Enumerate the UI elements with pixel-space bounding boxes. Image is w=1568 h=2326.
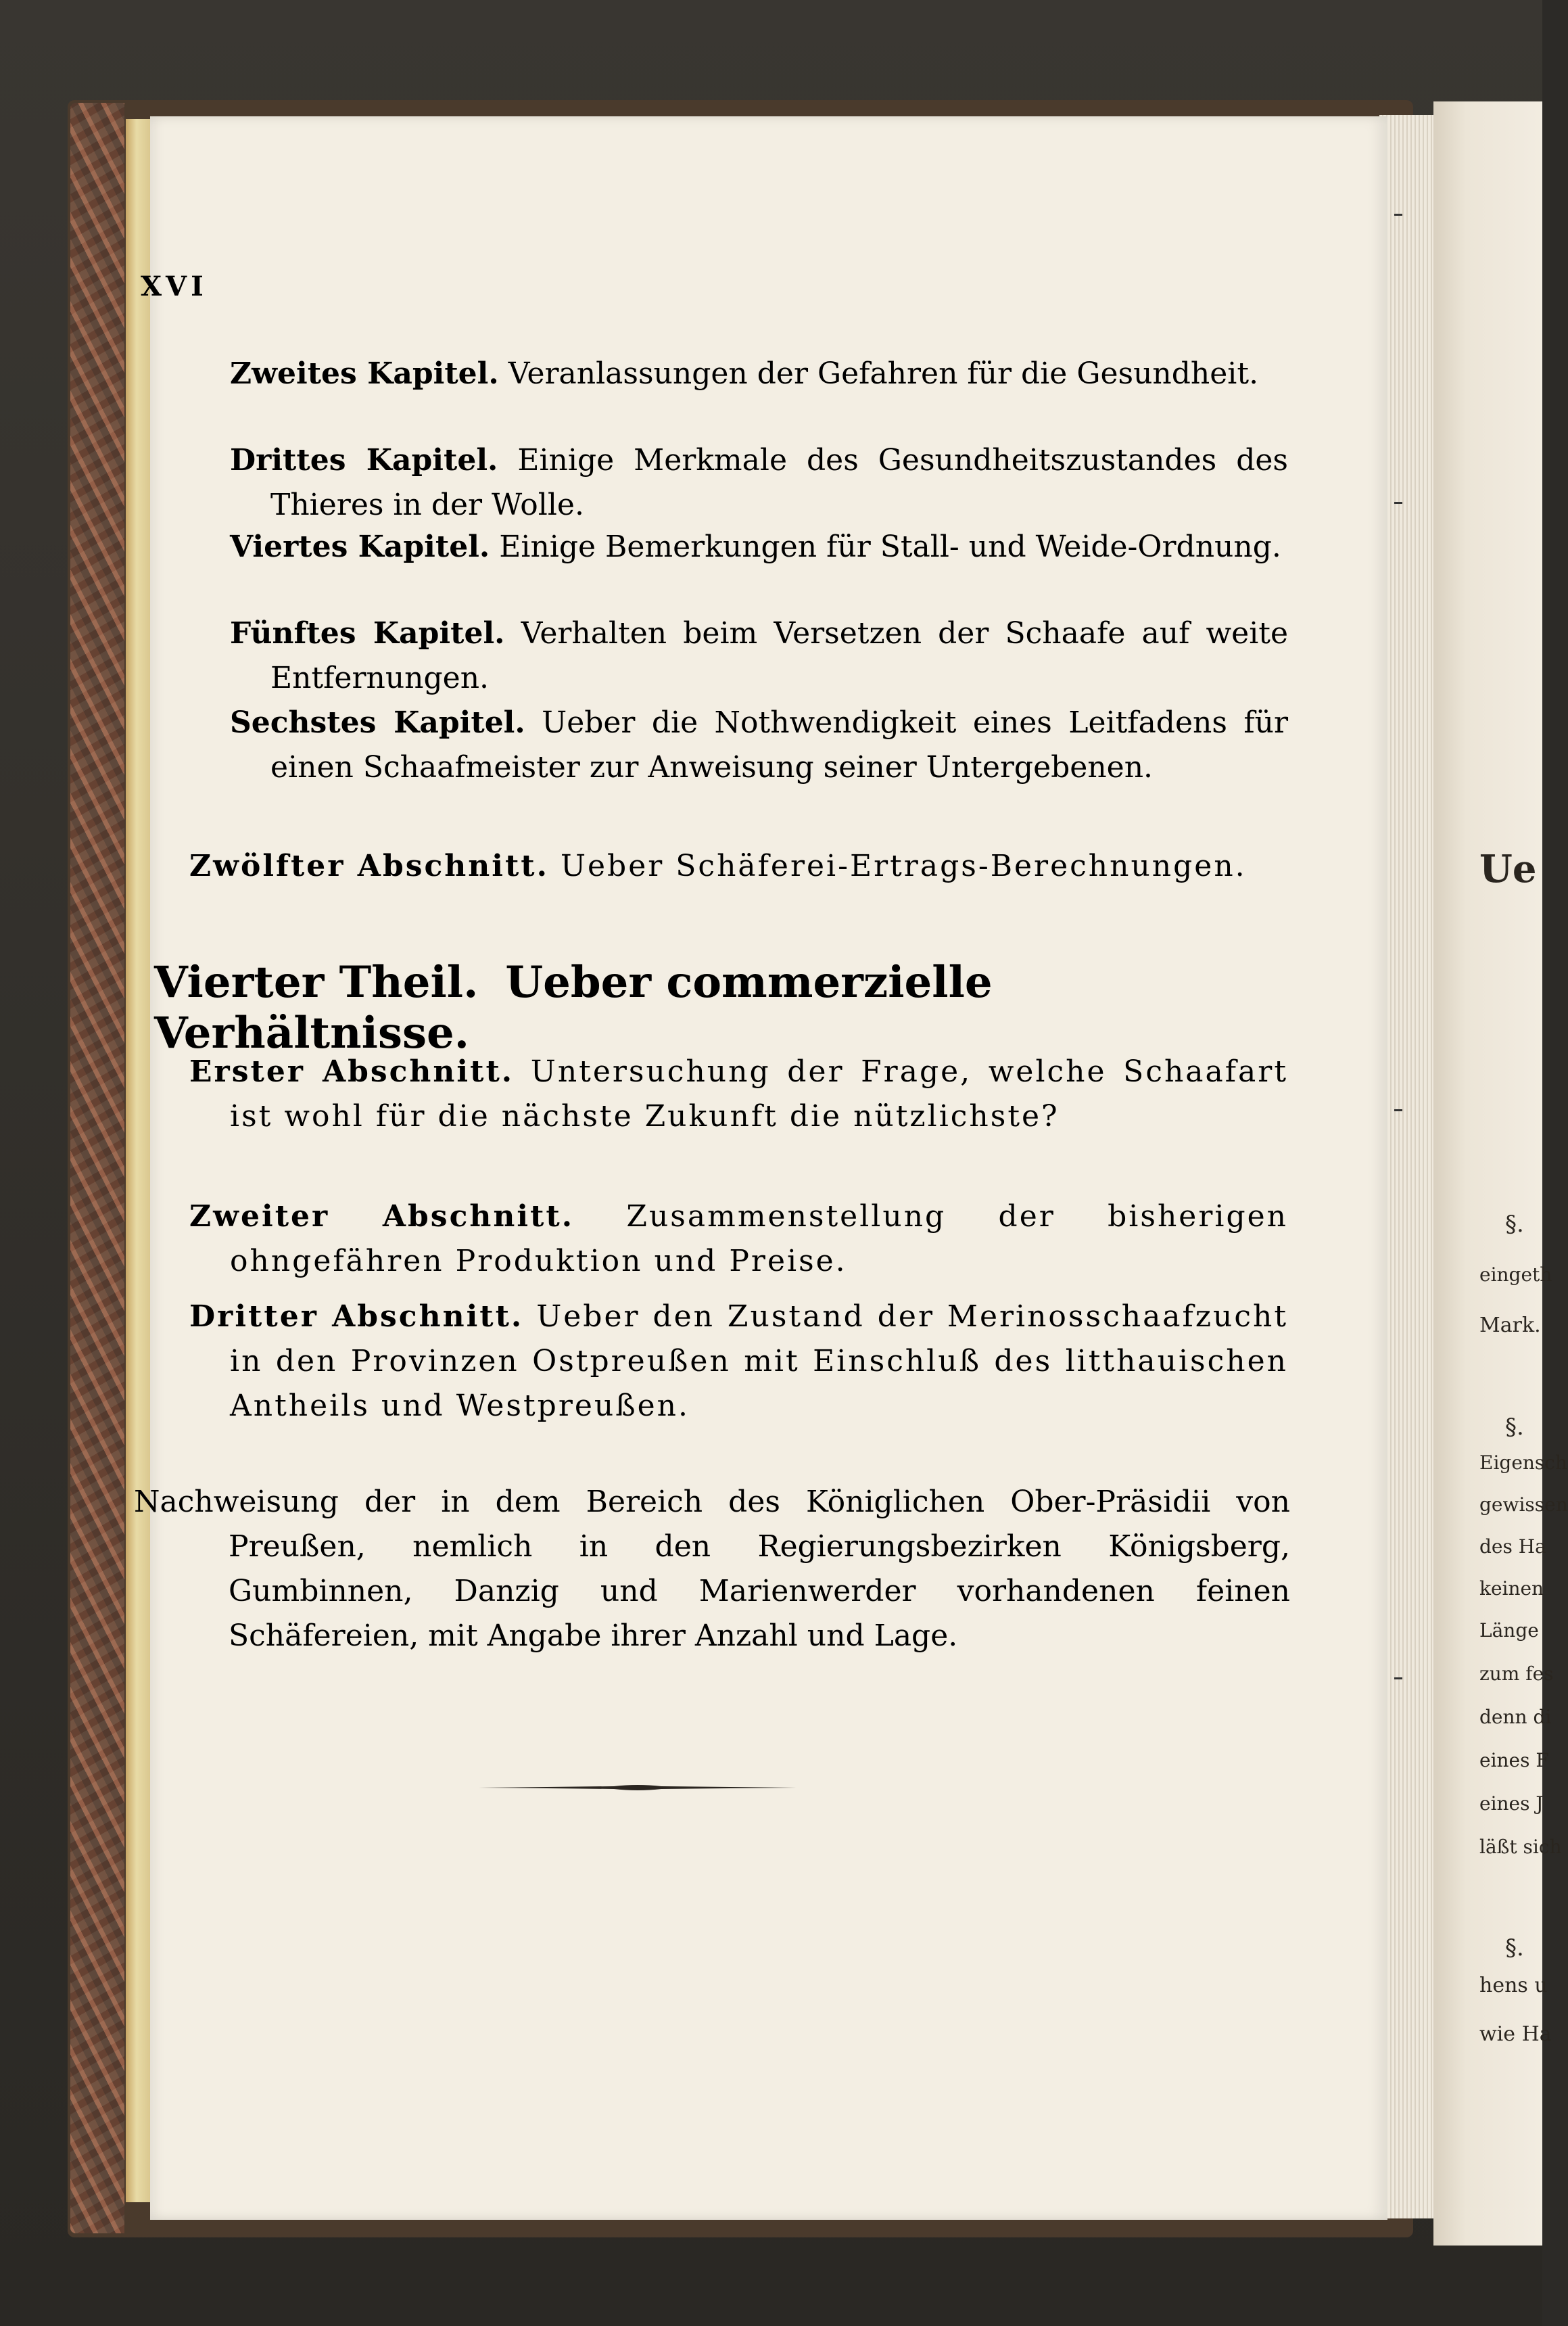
facing-page-fragment: §.	[1505, 1414, 1524, 1441]
entry-label: Zweites Kapitel.	[230, 356, 499, 391]
part-label: Vierter Theil.	[154, 957, 479, 1008]
marbled-board	[70, 103, 124, 2233]
entry-label: Erster Abschnitt.	[189, 1054, 515, 1089]
entry-text: Ueber den Zustand der Merinosschaafzucht in den Provinzen Ostpreußen mit Einschluß des litthauischen Antheils und Westpreußen.	[230, 1299, 1288, 1423]
entry-label: Sechstes Kapitel.	[230, 705, 525, 740]
toc-entry	[230, 352, 1288, 396]
toc-entry-abschnitt	[189, 1295, 1288, 1428]
entry-text: Untersuchung der Frage, welche Schaafart ist wohl für die nächste Zukunft die nützlichste?	[230, 1054, 1289, 1134]
toc-entry	[230, 611, 1288, 701]
toc-entry	[230, 438, 1288, 528]
entry-text: Einige Bemerkungen für Stall- und Weide-Ordnung.	[499, 530, 1281, 564]
toc-entry-abschnitt	[189, 1194, 1288, 1284]
part-title: Ueber commerzielle Verhältnisse.	[154, 957, 993, 1059]
entry-label: Fünftes Kapitel.	[230, 616, 505, 651]
facing-page-fragment: eingeth	[1479, 1263, 1552, 1286]
edge-mark	[1394, 1109, 1402, 1111]
entry-label: Zwölfter Abschnitt.	[189, 849, 549, 883]
entry-text: Ueber Schäferei-Ertrags-Berechnungen.	[560, 849, 1247, 883]
facing-page-fragment: §.	[1505, 1211, 1524, 1238]
facing-page-fragment: eines J	[1479, 1792, 1544, 1815]
facing-page-fragment: gewissen	[1479, 1493, 1568, 1516]
facing-page-fragment: Ue	[1479, 847, 1537, 891]
entry-label: Zweiter Abschnitt.	[189, 1199, 575, 1234]
facing-page-fragment: zum fes	[1479, 1662, 1554, 1685]
page-number: XVI	[141, 271, 208, 302]
facing-page-fragment: denn di	[1479, 1706, 1552, 1728]
entry-label: Viertes Kapitel.	[230, 530, 490, 564]
edge-mark	[1394, 502, 1402, 504]
edge-mark	[1394, 1677, 1402, 1679]
entry-text: Ueber die Nothwendigkeit eines Leitfadens für einen Schaafmeister zur Anweisung seiner Untergebenen.	[270, 705, 1288, 785]
toc-entry	[230, 525, 1288, 569]
ornamental-rule	[479, 1783, 797, 1792]
entry-label: Drittes Kapitel.	[230, 443, 498, 478]
facing-page-fragment: eines F	[1479, 1749, 1549, 1771]
facing-page-fragment: Länge	[1479, 1619, 1539, 1642]
entry-text: Einige Merkmale des Gesundheitszustandes des Thieres in der Wolle.	[270, 443, 1288, 522]
facing-page	[1433, 101, 1568, 2246]
facing-page-fragment: Eigensch	[1479, 1451, 1568, 1474]
appendix-text: Nachweisung der in dem Bereich des Königlichen Ober-Präsidii von Preußen, nemlich in den Regierungsbezirken Königsberg, Gumbinnen, Danzig und Marienwerder vorhandenen feinen Schäfereien, mit Angabe ihrer Anzahl und Lage.	[134, 1485, 1290, 1653]
book-page	[150, 116, 1387, 2220]
facing-page-fragment: wie Ha	[1479, 2022, 1552, 2046]
entry-label: Dritter Abschnitt.	[189, 1299, 524, 1334]
part-heading	[154, 957, 1304, 1059]
entry-text: Zusammenstellung der bisherigen ohngefähren Produktion und Preise.	[230, 1199, 1288, 1278]
facing-page-fragment: §.	[1505, 1934, 1524, 1961]
facing-page-fragment: keinen	[1479, 1577, 1544, 1600]
facing-page-fragment: Mark.	[1479, 1313, 1541, 1337]
entry-text: Veranlassungen der Gefahren für die Gesundheit.	[508, 356, 1259, 391]
facing-page-fragment: des Ha	[1479, 1535, 1546, 1558]
gilt-page-edge	[126, 119, 153, 2202]
edge-mark	[1394, 214, 1402, 216]
facing-page-fragment: läßt sich	[1479, 1836, 1562, 1858]
appendix-entry	[134, 1480, 1290, 1658]
toc-entry-abschnitt	[189, 1050, 1288, 1139]
entry-text: Verhalten beim Versetzen der Schaafe auf weite Entfernungen.	[270, 616, 1288, 695]
facing-page-fragment: hens u	[1479, 1974, 1548, 1997]
toc-entry	[230, 701, 1288, 790]
toc-entry-abschnitt	[189, 844, 1288, 889]
